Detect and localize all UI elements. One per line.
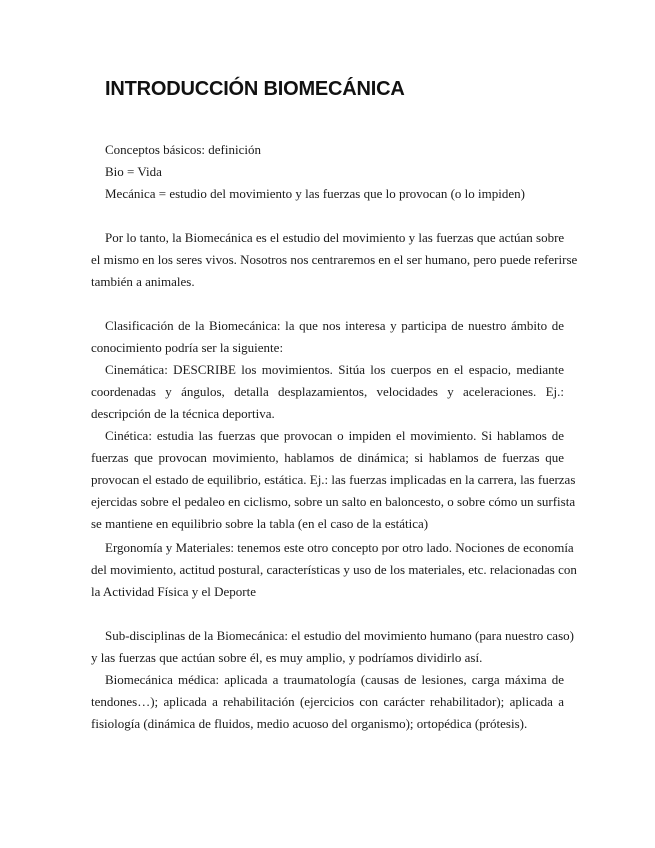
text-line: la Actividad Física y el Deporte bbox=[91, 584, 256, 599]
text-line: se mantiene en equilibrio sobre la tabla (en el caso de la estática) bbox=[91, 516, 429, 531]
text-line: Cinemática: DESCRIBE los movimientos. Sitúa los cuerpos en el espacio, mediante bbox=[105, 362, 564, 377]
text-line: Bio = Vida bbox=[105, 164, 162, 179]
document-title: INTRODUCCIÓN BIOMECÁNICA bbox=[105, 78, 405, 100]
text-line: Ergonomía y Materiales: tenemos este otro concepto por otro lado. Nociones de economía bbox=[105, 540, 574, 555]
text-line: también a animales. bbox=[91, 274, 195, 289]
text-line: y las fuerzas que actúan sobre él, es muy amplio, y podríamos dividirlo así. bbox=[91, 650, 483, 665]
text-line: Sub-disciplinas de la Biomecánica: el estudio del movimiento humano (para nuestro caso) bbox=[105, 628, 574, 643]
text-line: ejercidas sobre el pedaleo en ciclismo, sobre un salto en baloncesto, o sobre cómo un surfista bbox=[91, 494, 576, 509]
text-line: Cinética: estudia las fuerzas que provocan o impiden el movimiento. Si hablamos de bbox=[105, 428, 564, 443]
text-line: del movimiento, actitud postural, características y uso de los materiales, etc. relacionadas con bbox=[91, 562, 577, 577]
text-line: fisiología (dinámica de fluidos, medio acuoso del organismo); ortopédica (prótesis). bbox=[91, 716, 528, 731]
text-line: Clasificación de la Biomecánica: la que nos interesa y participa de nuestro ámbito de bbox=[105, 318, 564, 333]
text-line: Biomecánica médica: aplicada a traumatología (causas de lesiones, carga máxima de bbox=[105, 672, 564, 687]
text-line: Conceptos básicos: definición bbox=[105, 142, 261, 157]
text-line: tendones…); aplicada a rehabilitación (ejercicios con carácter rehabilitador); aplicada a bbox=[91, 694, 564, 709]
text-line: fuerzas que provocan movimiento, hablamos de dinámica; si hablamos de fuerzas que bbox=[91, 450, 564, 465]
text-line: provocan el estado de equilibrio, estática. Ej.: las fuerzas implicadas en la carrera, las fuerzas bbox=[91, 472, 576, 487]
text-line: Mecánica = estudio del movimiento y las fuerzas que lo provocan (o lo impiden) bbox=[105, 186, 525, 201]
text-line: coordenadas y ángulos, detalla desplazamientos, velocidades y aceleraciones. Ej.: bbox=[91, 384, 564, 399]
text-line: el mismo en los seres vivos. Nosotros nos centraremos en el ser humano, pero puede referirse bbox=[91, 252, 578, 267]
text-line: conocimiento podría ser la siguiente: bbox=[91, 340, 284, 355]
text-line: descripción de la técnica deportiva. bbox=[91, 406, 275, 421]
text-line: Por lo tanto, la Biomecánica es el estudio del movimiento y las fuerzas que actúan sobre bbox=[105, 230, 565, 245]
